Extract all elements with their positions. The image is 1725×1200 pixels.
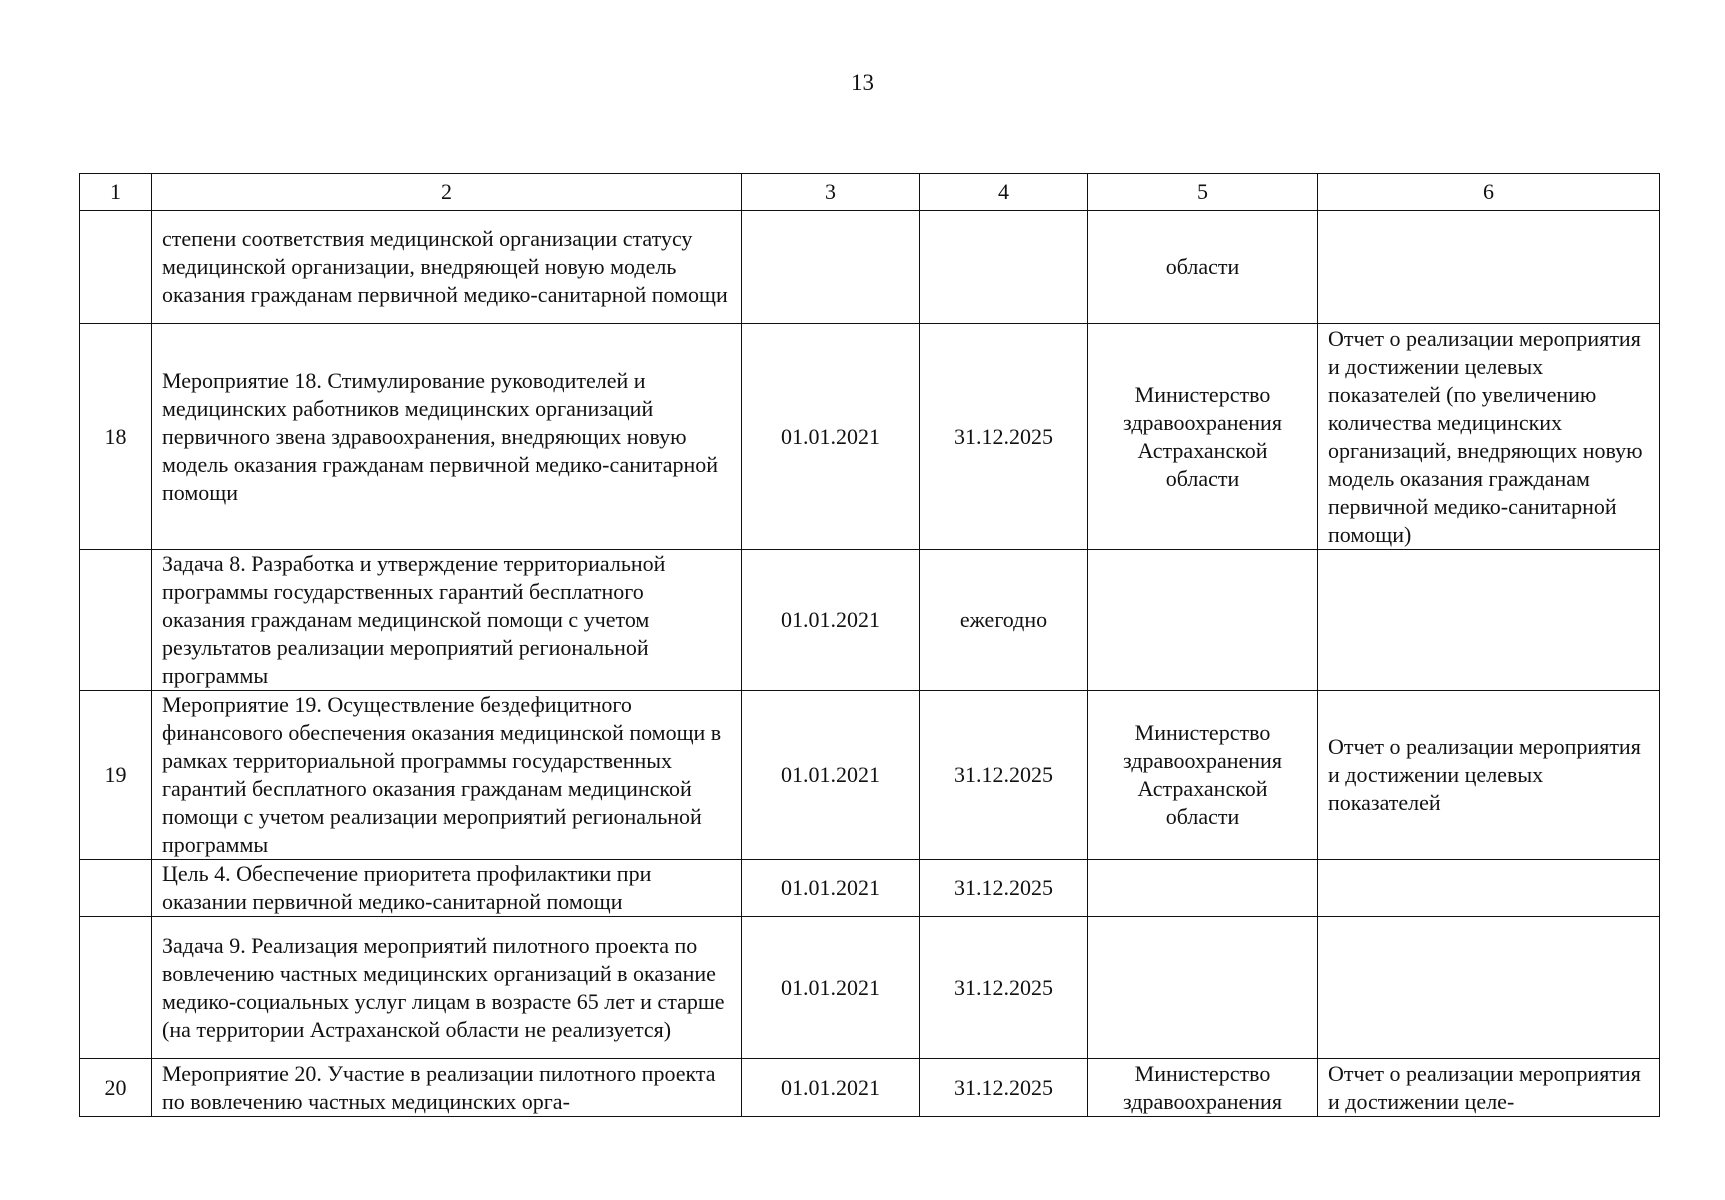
result (1318, 917, 1660, 1059)
activities-table (79, 173, 1660, 1117)
col-header-2: 2 (152, 174, 742, 211)
start-date: 01.01.2021 (742, 917, 920, 1059)
end-date: 31.12.2025 (920, 324, 1088, 550)
result: Отчет о реализации мероприятия и достижении целевых показателей (по увеличению количества медицинских организаций, внедряющих новую модель оказания гражданам первичной медико-санитарной помощи) (1318, 324, 1660, 550)
table-row (80, 1059, 1660, 1117)
result (1318, 550, 1660, 691)
activity-description: степени соответствия медицинской организации статусу медицинской организации, внедряющей новую модель оказания гражданам первичной медико-санитарной помощи (152, 211, 742, 324)
task-description: Задача 9. Реализация мероприятий пилотного проекта по вовлечению частных медицинских организаций в оказание медико-социальных услуг лицам в возрасте 65 лет и старше (на территории Астраханской области не реализуется) (152, 917, 742, 1059)
row-number (80, 550, 152, 691)
activity-description: Мероприятие 20. Участие в реализации пилотного проекта по вовлечению частных медицинских орга- (152, 1059, 742, 1117)
responsible: области (1088, 211, 1318, 324)
end-date (920, 211, 1088, 324)
row-number: 18 (80, 324, 152, 550)
page-number: 13 (851, 70, 874, 95)
table-row (80, 917, 1660, 1059)
col-header-1: 1 (80, 174, 152, 211)
table-row (80, 860, 1660, 917)
result: Отчет о реализации мероприятия и достижении целевых показателей (1318, 691, 1660, 860)
responsible: Министерство здравоохранения Астраханской области (1088, 691, 1318, 860)
start-date: 01.01.2021 (742, 324, 920, 550)
row-number (80, 860, 152, 917)
start-date: 01.01.2021 (742, 691, 920, 860)
goal-description: Цель 4. Обеспечение приоритета профилактики при оказании первичной медико-санитарной помощи (152, 860, 742, 917)
activity-description: Мероприятие 19. Осуществление бездефицитного финансового обеспечения оказания медицинской помощи в рамках территориальной программы государственных гарантий бесплатного оказания гражданам медицинской помощи с учетом реализации мероприятий региональной программы (152, 691, 742, 860)
responsible (1088, 860, 1318, 917)
end-date: 31.12.2025 (920, 917, 1088, 1059)
table-row (80, 691, 1660, 860)
row-number: 20 (80, 1059, 152, 1117)
row-number: 19 (80, 691, 152, 860)
activity-description: Мероприятие 18. Стимулирование руководителей и медицинских работников медицинских организаций первичного звена здравоохранения, внедряющих новую модель оказания гражданам первичной медико-санитарной помощи (152, 324, 742, 550)
start-date: 01.01.2021 (742, 550, 920, 691)
row-number (80, 917, 152, 1059)
responsible (1088, 917, 1318, 1059)
col-header-3: 3 (742, 174, 920, 211)
start-date: 01.01.2021 (742, 1059, 920, 1117)
result (1318, 211, 1660, 324)
responsible: Министерство здравоохранения (1088, 1059, 1318, 1117)
responsible (1088, 550, 1318, 691)
task-description: Задача 8. Разработка и утверждение территориальной программы государственных гарантий бесплатного оказания гражданам медицинской помощи с учетом результатов реализации мероприятий региональной программы (152, 550, 742, 691)
result (1318, 860, 1660, 917)
result: Отчет о реализации мероприятия и достижении целе- (1318, 1059, 1660, 1117)
start-date (742, 211, 920, 324)
end-date: 31.12.2025 (920, 1059, 1088, 1117)
responsible: Министерство здравоохранения Астраханской области (1088, 324, 1318, 550)
start-date: 01.01.2021 (742, 860, 920, 917)
end-date: ежегодно (920, 550, 1088, 691)
table-row (80, 324, 1660, 550)
col-header-6: 6 (1318, 174, 1660, 211)
table-header-row (80, 174, 1660, 211)
table-row (80, 211, 1660, 324)
col-header-4: 4 (920, 174, 1088, 211)
end-date: 31.12.2025 (920, 860, 1088, 917)
end-date: 31.12.2025 (920, 691, 1088, 860)
col-header-5: 5 (1088, 174, 1318, 211)
row-number (80, 211, 152, 324)
table-row (80, 550, 1660, 691)
